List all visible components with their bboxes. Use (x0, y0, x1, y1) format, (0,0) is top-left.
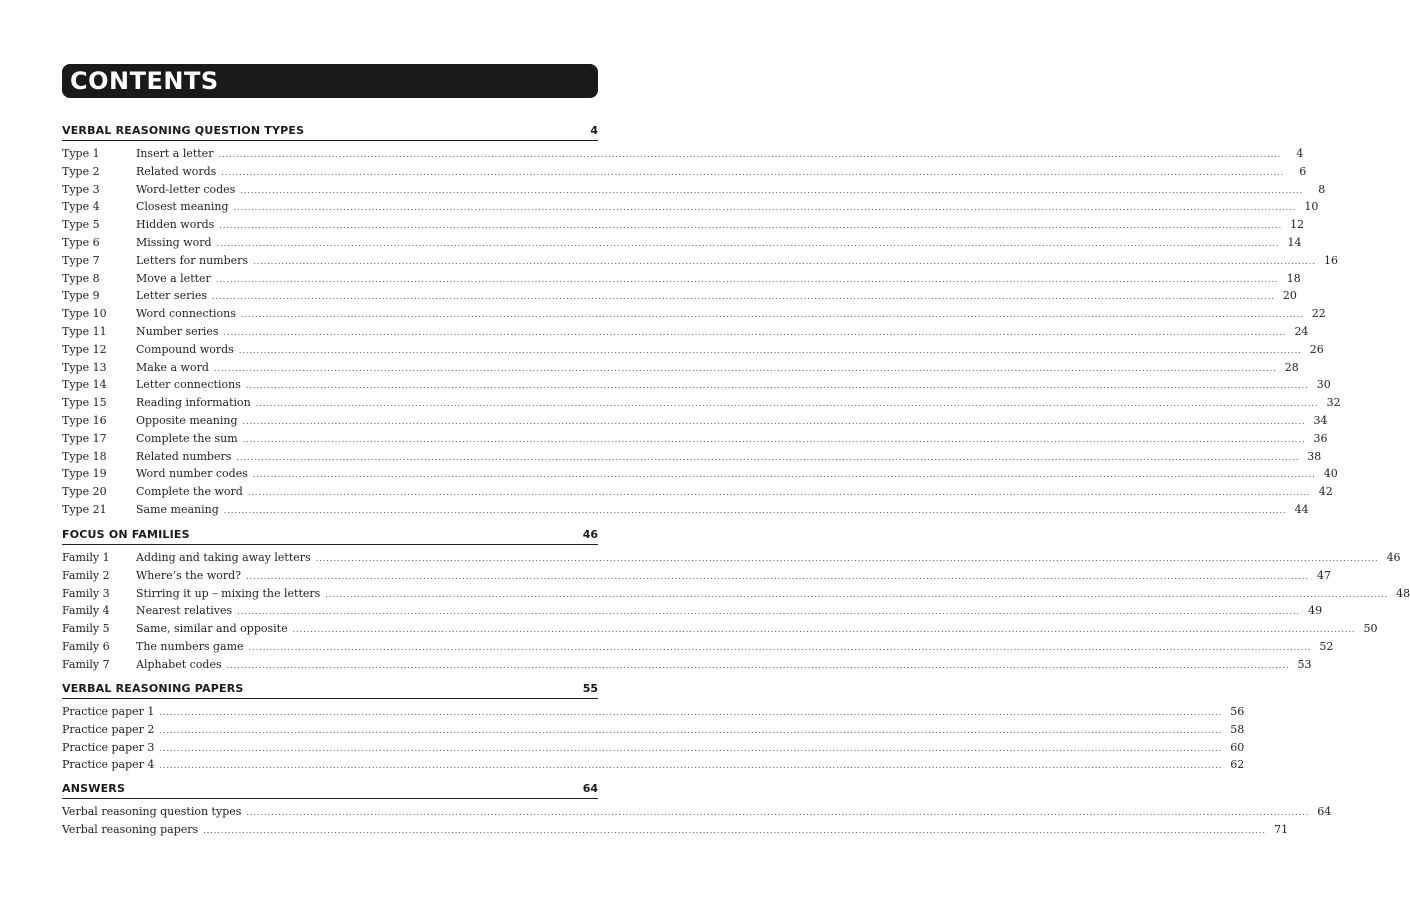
dot-leader: ............................................................................................................................................................................................................................................................................................................ (215, 274, 1279, 284)
toc-entry[interactable] (62, 501, 1309, 519)
entry-title: Compound words (136, 342, 234, 356)
dot-leader: ............................................................................................................................................................................................................................................................................................................ (233, 203, 1297, 213)
dot-leader: ............................................................................................................................................................................................................................................................................................................ (213, 363, 1277, 373)
entry-title: Practice paper 4 (62, 758, 155, 772)
entry-page-number: 4 (1296, 147, 1304, 160)
entry-label: Type 6 (62, 235, 100, 249)
entry-title: Complete the sum (136, 431, 238, 445)
toc-entry[interactable] (62, 703, 1245, 721)
dot-leader: ............................................................................................................................................................................................................................................................................................................ (159, 743, 1223, 753)
toc-section (62, 782, 1332, 839)
dot-leader: ............................................................................................................................................................................................................................................................................................................ (240, 185, 1304, 195)
entry-page-number: 6 (1299, 164, 1307, 178)
entry-page-number: 32 (1326, 396, 1341, 410)
entry-title: Hidden words (136, 218, 215, 232)
section-title: VERBAL REASONING QUESTION TYPES (62, 124, 305, 137)
dot-leader: ............................................................................................................................................................................................................................................................................................................ (218, 150, 1282, 159)
entry-page-number: 42 (1318, 485, 1333, 499)
dot-leader: ............................................................................................................................................................................................................................................................................................................ (240, 310, 1304, 320)
entry-title: Letters for numbers (136, 253, 249, 267)
dot-leader: ............................................................................................................................................................................................................................................................................................................ (248, 642, 1312, 652)
entry-title: Make a word (136, 360, 209, 374)
section-title: ANSWERS (62, 782, 126, 795)
dot-leader: ............................................................................................................................................................................................................................................................................................................ (292, 625, 1356, 635)
entry-page-number: 52 (1319, 639, 1334, 653)
toc-entry[interactable] (62, 270, 1301, 288)
entry-label: Type 15 (62, 396, 107, 410)
toc-entry[interactable] (62, 803, 1332, 821)
section-page-number: 46 (582, 528, 598, 541)
toc-entry[interactable] (62, 602, 1323, 620)
entry-label: Type 3 (62, 182, 100, 196)
toc-entry[interactable] (62, 567, 1331, 585)
entry-title: Closest meaning (136, 200, 229, 214)
entry-label: Type 10 (62, 307, 107, 321)
entry-label: Type 9 (62, 289, 100, 303)
entry-title: The numbers game (136, 639, 244, 653)
entry-title: Adding and taking away letters (136, 551, 311, 564)
entry-title: Alphabet codes (136, 657, 222, 671)
entry-page-number: 56 (1230, 705, 1245, 718)
entry-title: Letter connections (136, 378, 241, 392)
entry-page-number: 24 (1294, 324, 1309, 338)
entry-title: Related numbers (136, 449, 232, 463)
entry-page-number: 12 (1290, 218, 1305, 232)
toc-entry[interactable] (62, 305, 1326, 323)
section-heading (62, 682, 598, 699)
dot-leader: ............................................................................................................................................................................................................................................................................................................ (226, 660, 1290, 670)
section-page-number: 64 (582, 782, 598, 795)
toc-entry[interactable] (62, 394, 1341, 412)
toc-entry[interactable] (62, 656, 1312, 674)
entry-label: Type 13 (62, 360, 107, 374)
toc-entry[interactable] (62, 287, 1297, 305)
entry-page-number: 53 (1297, 657, 1312, 671)
entry-page-number: 46 (1386, 551, 1401, 564)
entry-title: Opposite meaning (136, 413, 238, 427)
section-title: VERBAL REASONING PAPERS (62, 682, 244, 695)
toc-section (62, 682, 1245, 774)
entry-label: Type 17 (62, 431, 107, 445)
entry-title: Practice paper 3 (62, 740, 155, 754)
toc-entry[interactable] (62, 359, 1299, 377)
dot-leader: ............................................................................................................................................................................................................................................................................................................ (247, 488, 1311, 498)
entry-label: Type 16 (62, 413, 107, 427)
entry-page-number: 48 (1396, 586, 1410, 600)
entry-label: Family 2 (62, 568, 110, 582)
entry-page-number: 26 (1309, 342, 1324, 356)
entry-page-number: 8 (1318, 182, 1326, 196)
toc-section (62, 528, 1410, 674)
toc-entry[interactable] (62, 756, 1245, 774)
section-heading (62, 782, 598, 799)
toc-entry[interactable] (62, 465, 1338, 483)
dot-leader: ............................................................................................................................................................................................................................................................................................................ (246, 808, 1310, 817)
entry-label: Type 1 (62, 147, 100, 160)
toc-entry[interactable] (62, 638, 1334, 656)
entry-label: Type 14 (62, 378, 107, 392)
entry-label: Type 2 (62, 164, 100, 178)
entry-page-number: 14 (1287, 235, 1302, 249)
entry-title: Insert a letter (136, 147, 214, 160)
entry-page-number: 16 (1323, 253, 1338, 267)
entry-label: Family 3 (62, 586, 110, 600)
entry-page-number: 47 (1316, 568, 1331, 582)
entry-label: Type 11 (62, 324, 107, 338)
toc-entry[interactable] (62, 739, 1245, 757)
dot-leader: ............................................................................................................................................................................................................................................................................................................ (255, 399, 1319, 409)
entry-title: Move a letter (136, 271, 211, 285)
contents-banner (62, 64, 598, 98)
entry-title: Practice paper 2 (62, 722, 155, 736)
entry-page-number: 22 (1311, 307, 1326, 321)
section-heading (62, 124, 598, 141)
entry-page-number: 36 (1313, 431, 1328, 445)
page-title: CONTENTS (70, 67, 219, 95)
dot-leader: ............................................................................................................................................................................................................................................................................................................ (253, 256, 1316, 266)
entry-page-number: 18 (1286, 271, 1301, 285)
entry-title: Missing word (136, 235, 212, 249)
dot-leader: ............................................................................................................................................................................................................................................................................................................ (221, 167, 1285, 177)
section-title: FOCUS ON FAMILIES (62, 528, 190, 541)
toc-entry[interactable] (62, 252, 1338, 270)
section-heading (62, 528, 598, 545)
toc-entry[interactable] (62, 216, 1305, 234)
section-page-number: 55 (582, 682, 598, 695)
entry-title: Letter series (136, 289, 208, 303)
dot-leader: ............................................................................................................................................................................................................................................................................................................ (223, 505, 1287, 515)
entry-page-number: 58 (1230, 722, 1245, 736)
entry-page-number: 40 (1323, 467, 1338, 481)
entry-page-number: 50 (1363, 622, 1378, 636)
entry-label: Type 19 (62, 467, 107, 481)
dot-leader: ............................................................................................................................................................................................................................................................................................................ (245, 381, 1309, 391)
toc-entry[interactable] (62, 341, 1324, 359)
entry-label: Type 8 (62, 271, 100, 285)
toc-entry[interactable] (62, 198, 1319, 216)
entry-label: Type 7 (62, 253, 100, 267)
entry-title: Verbal reasoning question types (62, 805, 242, 818)
toc-entry[interactable] (62, 181, 1326, 199)
entry-title: Reading information (136, 396, 251, 410)
entry-page-number: 62 (1230, 758, 1245, 772)
toc-entry[interactable] (62, 430, 1328, 448)
dot-leader: ............................................................................................................................................................................................................................................................................................................ (159, 725, 1223, 735)
entry-page-number: 60 (1230, 740, 1245, 754)
entry-label: Type 20 (62, 485, 107, 499)
toc-entry[interactable] (62, 412, 1328, 430)
entry-label: Family 4 (62, 604, 110, 618)
toc-entry[interactable] (62, 323, 1309, 341)
entry-label: Type 12 (62, 342, 107, 356)
entry-label: Type 18 (62, 449, 107, 463)
dot-leader: ............................................................................................................................................................................................................................................................................................................ (203, 825, 1267, 835)
dot-leader: ............................................................................................................................................................................................................................................................................................................ (237, 607, 1301, 617)
entry-title: Word connections (136, 307, 236, 321)
entry-title: Where’s the word? (136, 568, 242, 582)
entry-page-number: 20 (1282, 289, 1297, 303)
entry-page-number: 71 (1274, 822, 1289, 836)
toc-entry[interactable] (62, 376, 1331, 394)
entry-page-number: 34 (1313, 413, 1328, 427)
dot-leader: ............................................................................................................................................................................................................................................................................................................ (159, 708, 1223, 717)
toc-entry[interactable] (62, 821, 1289, 839)
entry-page-number: 28 (1284, 360, 1299, 374)
dot-leader: ............................................................................................................................................................................................................................................................................................................ (216, 238, 1280, 248)
entry-title: Stirring it up – mixing the letters (136, 586, 321, 600)
dot-leader: ............................................................................................................................................................................................................................................................................................................ (223, 327, 1287, 337)
entry-label: Type 4 (62, 200, 100, 214)
dot-leader: ............................................................................................................................................................................................................................................................................................................ (159, 761, 1223, 771)
dot-leader: ............................................................................................................................................................................................................................................................................................................ (246, 571, 1309, 581)
dot-leader: ............................................................................................................................................................................................................................................................................................................ (236, 452, 1300, 462)
entry-page-number: 49 (1308, 604, 1323, 618)
entry-title: Word-letter codes (136, 182, 236, 196)
entry-page-number: 30 (1316, 378, 1331, 392)
entry-page-number: 10 (1304, 200, 1319, 214)
entry-label: Type 21 (62, 502, 107, 516)
entry-title: Complete the word (136, 485, 243, 499)
entry-title: Word number codes (136, 467, 248, 481)
dot-leader: ............................................................................................................................................................................................................................................................................................................ (315, 554, 1379, 563)
entry-title: Related words (136, 164, 217, 178)
entry-page-number: 64 (1317, 805, 1332, 818)
entry-title: Nearest relatives (136, 604, 233, 618)
entry-label: Family 1 (62, 551, 110, 564)
dot-leader: ............................................................................................................................................................................................................................................................................................................ (219, 221, 1283, 231)
toc-entry[interactable] (62, 145, 1304, 163)
toc-entry[interactable] (62, 549, 1401, 567)
dot-leader: ............................................................................................................................................................................................................................................................................................................ (325, 589, 1389, 599)
toc-entry[interactable] (62, 163, 1307, 181)
dot-leader: ............................................................................................................................................................................................................................................................................................................ (212, 292, 1275, 302)
entry-page-number: 38 (1307, 449, 1322, 463)
dot-leader: ............................................................................................................................................................................................................................................................................................................ (242, 434, 1306, 444)
entry-label: Type 5 (62, 218, 100, 232)
section-page-number: 4 (590, 124, 598, 137)
dot-leader: ............................................................................................................................................................................................................................................................................................................ (238, 345, 1302, 355)
entry-label: Family 6 (62, 639, 110, 653)
dot-leader: ............................................................................................................................................................................................................................................................................................................ (242, 416, 1306, 426)
toc-entry[interactable] (62, 448, 1322, 466)
toc-entry[interactable] (62, 483, 1333, 501)
toc-entry[interactable] (62, 234, 1302, 252)
entry-page-number: 44 (1294, 502, 1309, 516)
entry-label: Family 7 (62, 657, 110, 671)
toc-entry[interactable] (62, 721, 1245, 739)
entry-title: Same, similar and opposite (136, 622, 288, 636)
entry-label: Family 5 (62, 622, 110, 636)
entry-title: Verbal reasoning papers (62, 822, 199, 836)
dot-leader: ............................................................................................................................................................................................................................................................................................................ (252, 470, 1316, 480)
toc-entry[interactable] (62, 620, 1378, 638)
entry-title: Practice paper 1 (62, 705, 155, 718)
entry-title: Number series (136, 324, 219, 338)
toc-entry[interactable] (62, 585, 1410, 603)
toc-section (62, 124, 1341, 519)
entry-title: Same meaning (136, 502, 219, 516)
